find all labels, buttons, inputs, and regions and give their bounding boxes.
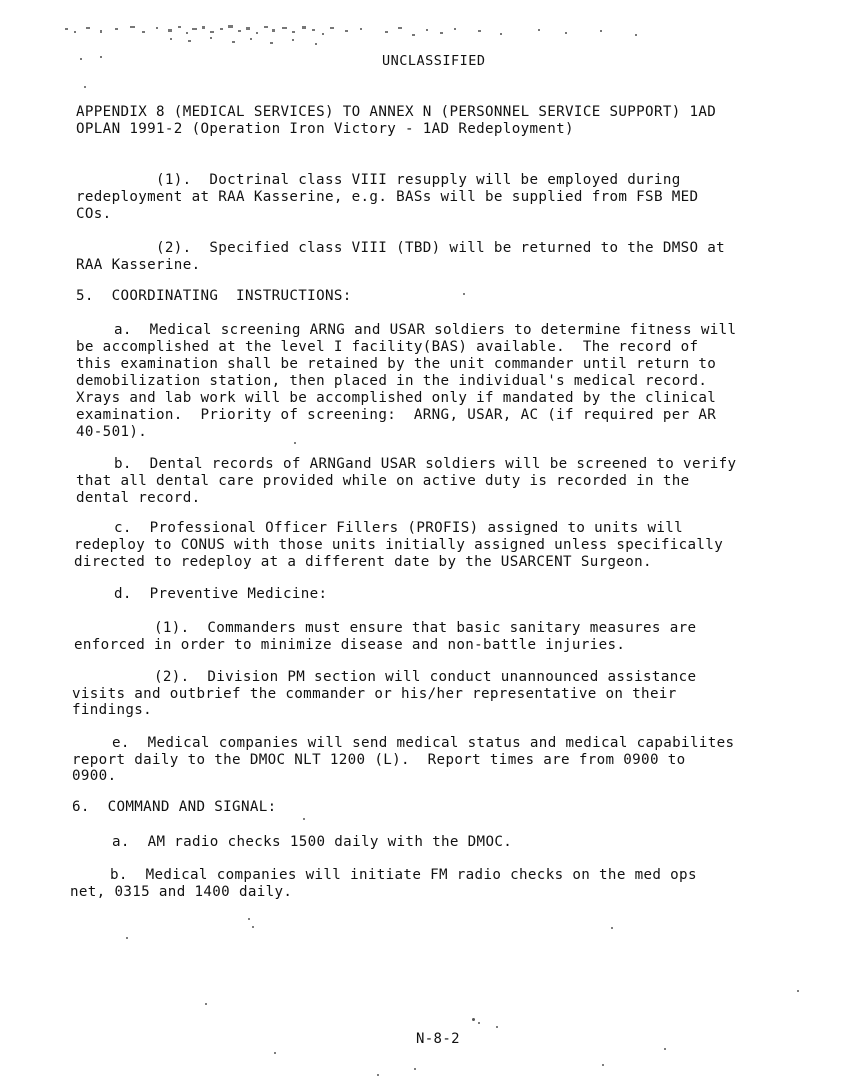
paragraph-line: a. AM radio checks 1500 daily with the DMOC. [112, 834, 513, 850]
scan-speck [126, 937, 128, 939]
scan-speck [496, 1026, 498, 1028]
paragraph-line: (1). Doctrinal class VIII resupply will be employed during [156, 172, 681, 188]
paragraph-line: that all dental care provided while on active duty is recorded in the [76, 473, 690, 489]
scan-speck [414, 1068, 416, 1070]
scan-speck [463, 293, 465, 295]
paragraph-line: 40-501). [76, 424, 148, 440]
section-heading: 6. COMMAND AND SIGNAL: [72, 799, 277, 815]
paragraph-line: dental record. [76, 490, 201, 506]
paragraph-line: (2). Division PM section will conduct unannounced assistance [154, 669, 697, 685]
paragraph-line: (1). Commanders must ensure that basic sanitary measures are [154, 620, 697, 636]
paragraph-line: examination. Priority of screening: ARNG, USAR, AC (if required per AR [76, 407, 717, 423]
paragraph-line: redeploy to CONUS with those units initially assigned unless specifically [74, 537, 724, 553]
paragraph-line: b. Dental records of ARNGand USAR soldiers will be screened to verify [114, 456, 737, 472]
scan-noise [60, 22, 660, 60]
paragraph-line: redeployment at RAA Kasserine, e.g. BASs will be supplied from FSB MED [76, 189, 699, 205]
paragraph-line: report daily to the DMOC NLT 1200 (L). Report times are from 0900 to [72, 752, 686, 768]
paragraph-line: Xrays and lab work will be accomplished only if mandated by the clinical [76, 390, 717, 406]
paragraph-line: e. Medical companies will send medical status and medical capabilites [112, 735, 735, 751]
scan-speck [303, 818, 305, 820]
paragraph-line: b. Medical companies will initiate FM radio checks on the med ops [110, 867, 697, 883]
paragraph-line: (2). Specified class VIII (TBD) will be returned to the DMSO at [156, 240, 726, 256]
section-heading: 5. COORDINATING INSTRUCTIONS: [76, 288, 352, 304]
paragraph-line: COs. [76, 206, 112, 222]
paragraph-line: be accomplished at the level I facility(BAS) available. The record of [76, 339, 699, 355]
paragraph-line: visits and outbrief the commander or his/her representative on their [72, 686, 677, 702]
scan-speck [797, 990, 799, 992]
paragraph-line: this examination shall be retained by the unit commander until return to [76, 356, 717, 372]
document-subtitle: OPLAN 1991-2 (Operation Iron Victory - 1AD Redeployment) [76, 121, 574, 137]
paragraph-line: net, 0315 and 1400 daily. [70, 884, 293, 900]
paragraph-line: enforced in order to minimize disease and non-battle injuries. [74, 637, 626, 653]
paragraph-line: d. Preventive Medicine: [114, 586, 328, 602]
paragraph-line: demobilization station, then placed in the individual's medical record. [76, 373, 708, 389]
paragraph-line: 0900. [72, 768, 117, 784]
scan-speck [248, 918, 250, 920]
scan-speck [205, 1003, 207, 1005]
scan-speck [611, 927, 613, 929]
paragraph-line: a. Medical screening ARNG and USAR soldiers to determine fitness will [114, 322, 737, 338]
scan-speck [294, 442, 296, 444]
scan-speck [274, 1052, 276, 1054]
scan-speck [664, 1048, 666, 1050]
scan-speck [472, 1018, 475, 1021]
page-number: N-8-2 [416, 1031, 460, 1047]
paragraph-line: c. Professional Officer Fillers (PROFIS) assigned to units will [114, 520, 684, 536]
paragraph-line: RAA Kasserine. [76, 257, 201, 273]
scan-speck [377, 1074, 379, 1076]
scan-speck [84, 86, 86, 88]
scan-speck [602, 1064, 604, 1066]
paragraph-line: directed to redeploy at a different date by the USARCENT Surgeon. [74, 554, 652, 570]
paragraph-line: findings. [72, 702, 153, 718]
document-title: APPENDIX 8 (MEDICAL SERVICES) TO ANNEX N (PERSONNEL SERVICE SUPPORT) 1AD [76, 104, 717, 120]
scan-speck [252, 926, 254, 928]
classification-marking: UNCLASSIFIED [382, 53, 486, 69]
scan-speck [478, 1022, 480, 1024]
